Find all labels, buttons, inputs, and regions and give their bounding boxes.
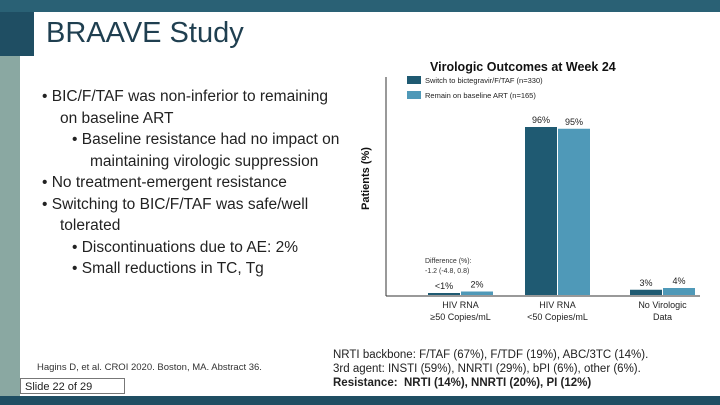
data-label-2-1: 96% [531,115,551,125]
bullet-item: • Switching to BIC/F/TAF was safe/well tolerated [42,195,309,234]
citation: Hagins D, et al. CROI 2020. Boston, MA. Abstract 36. [37,362,262,373]
bar-1-series-1 [428,293,460,295]
bar-3-series-1 [630,290,662,295]
category-label-2: HIV RNA [539,300,576,310]
bar-2-series-1 [525,127,557,295]
note-resistance-values: NRTI (14%), NNRTI (20%), PI (12%) [403,377,592,389]
data-label-2-2: 95% [564,116,584,127]
note-third-agent: 3rd agent: INSTI (59%), NNRTI (29%), bPI (6%), other (6%). [333,363,641,375]
category-label-1: HIV RNA [442,300,479,310]
data-label-3-2: 4% [672,276,686,286]
slide-title: BRAAVE Study [46,17,244,49]
difference-value: -1.2 (-4.8, 0.8) [425,268,470,275]
note-resistance-label: Resistance: [333,377,398,389]
category-label-2: <50 Copies/mL [527,312,588,322]
bullet-item: • Discontinuations due to AE: 2% [72,238,299,256]
legend-swatch-2 [407,91,421,99]
note-resistance [333,376,720,390]
chart-title: Virologic Outcomes at Week 24 [430,60,616,74]
bullet-item: • No treatment-emergent resistance [42,174,287,191]
bar-3-series-2 [663,288,695,295]
category-label-1: ≥50 Copies/mL [430,312,491,322]
notes-block [333,348,720,390]
bullet-item: • Small reductions in TC, Tg [72,260,264,277]
bullet-item: • Baseline resistance had no impact on maintaining virologic suppression [72,131,340,170]
category-label-3: No Virologic [638,300,687,310]
bar-1-series-2 [461,292,493,296]
data-label-1-2: 2% [470,279,484,290]
legend-label-1: Switch to bictegravir/F/TAF (n=330) [425,76,543,85]
bullet-item: • BIC/F/TAF was non-inferior to remaining on baseline ART [42,88,328,127]
bar-2-series-2 [558,129,590,295]
category-label-3: Data [652,312,673,322]
difference-label: Difference (%): [425,258,472,265]
slide-number: Slide 22 of 29 [20,378,125,394]
data-label-3-1: 3% [639,277,653,288]
y-axis-label: Patients (%) [360,147,372,210]
legend-swatch-1 [407,76,421,84]
legend-label-2: Remain on baseline ART (n=165) [425,91,536,100]
note-nrti-backbone: NRTI backbone: F/TAF (67%), F/TDF (19%), ABC/3TC (14%). [333,349,649,361]
data-label-1-1: <1% [434,281,454,291]
